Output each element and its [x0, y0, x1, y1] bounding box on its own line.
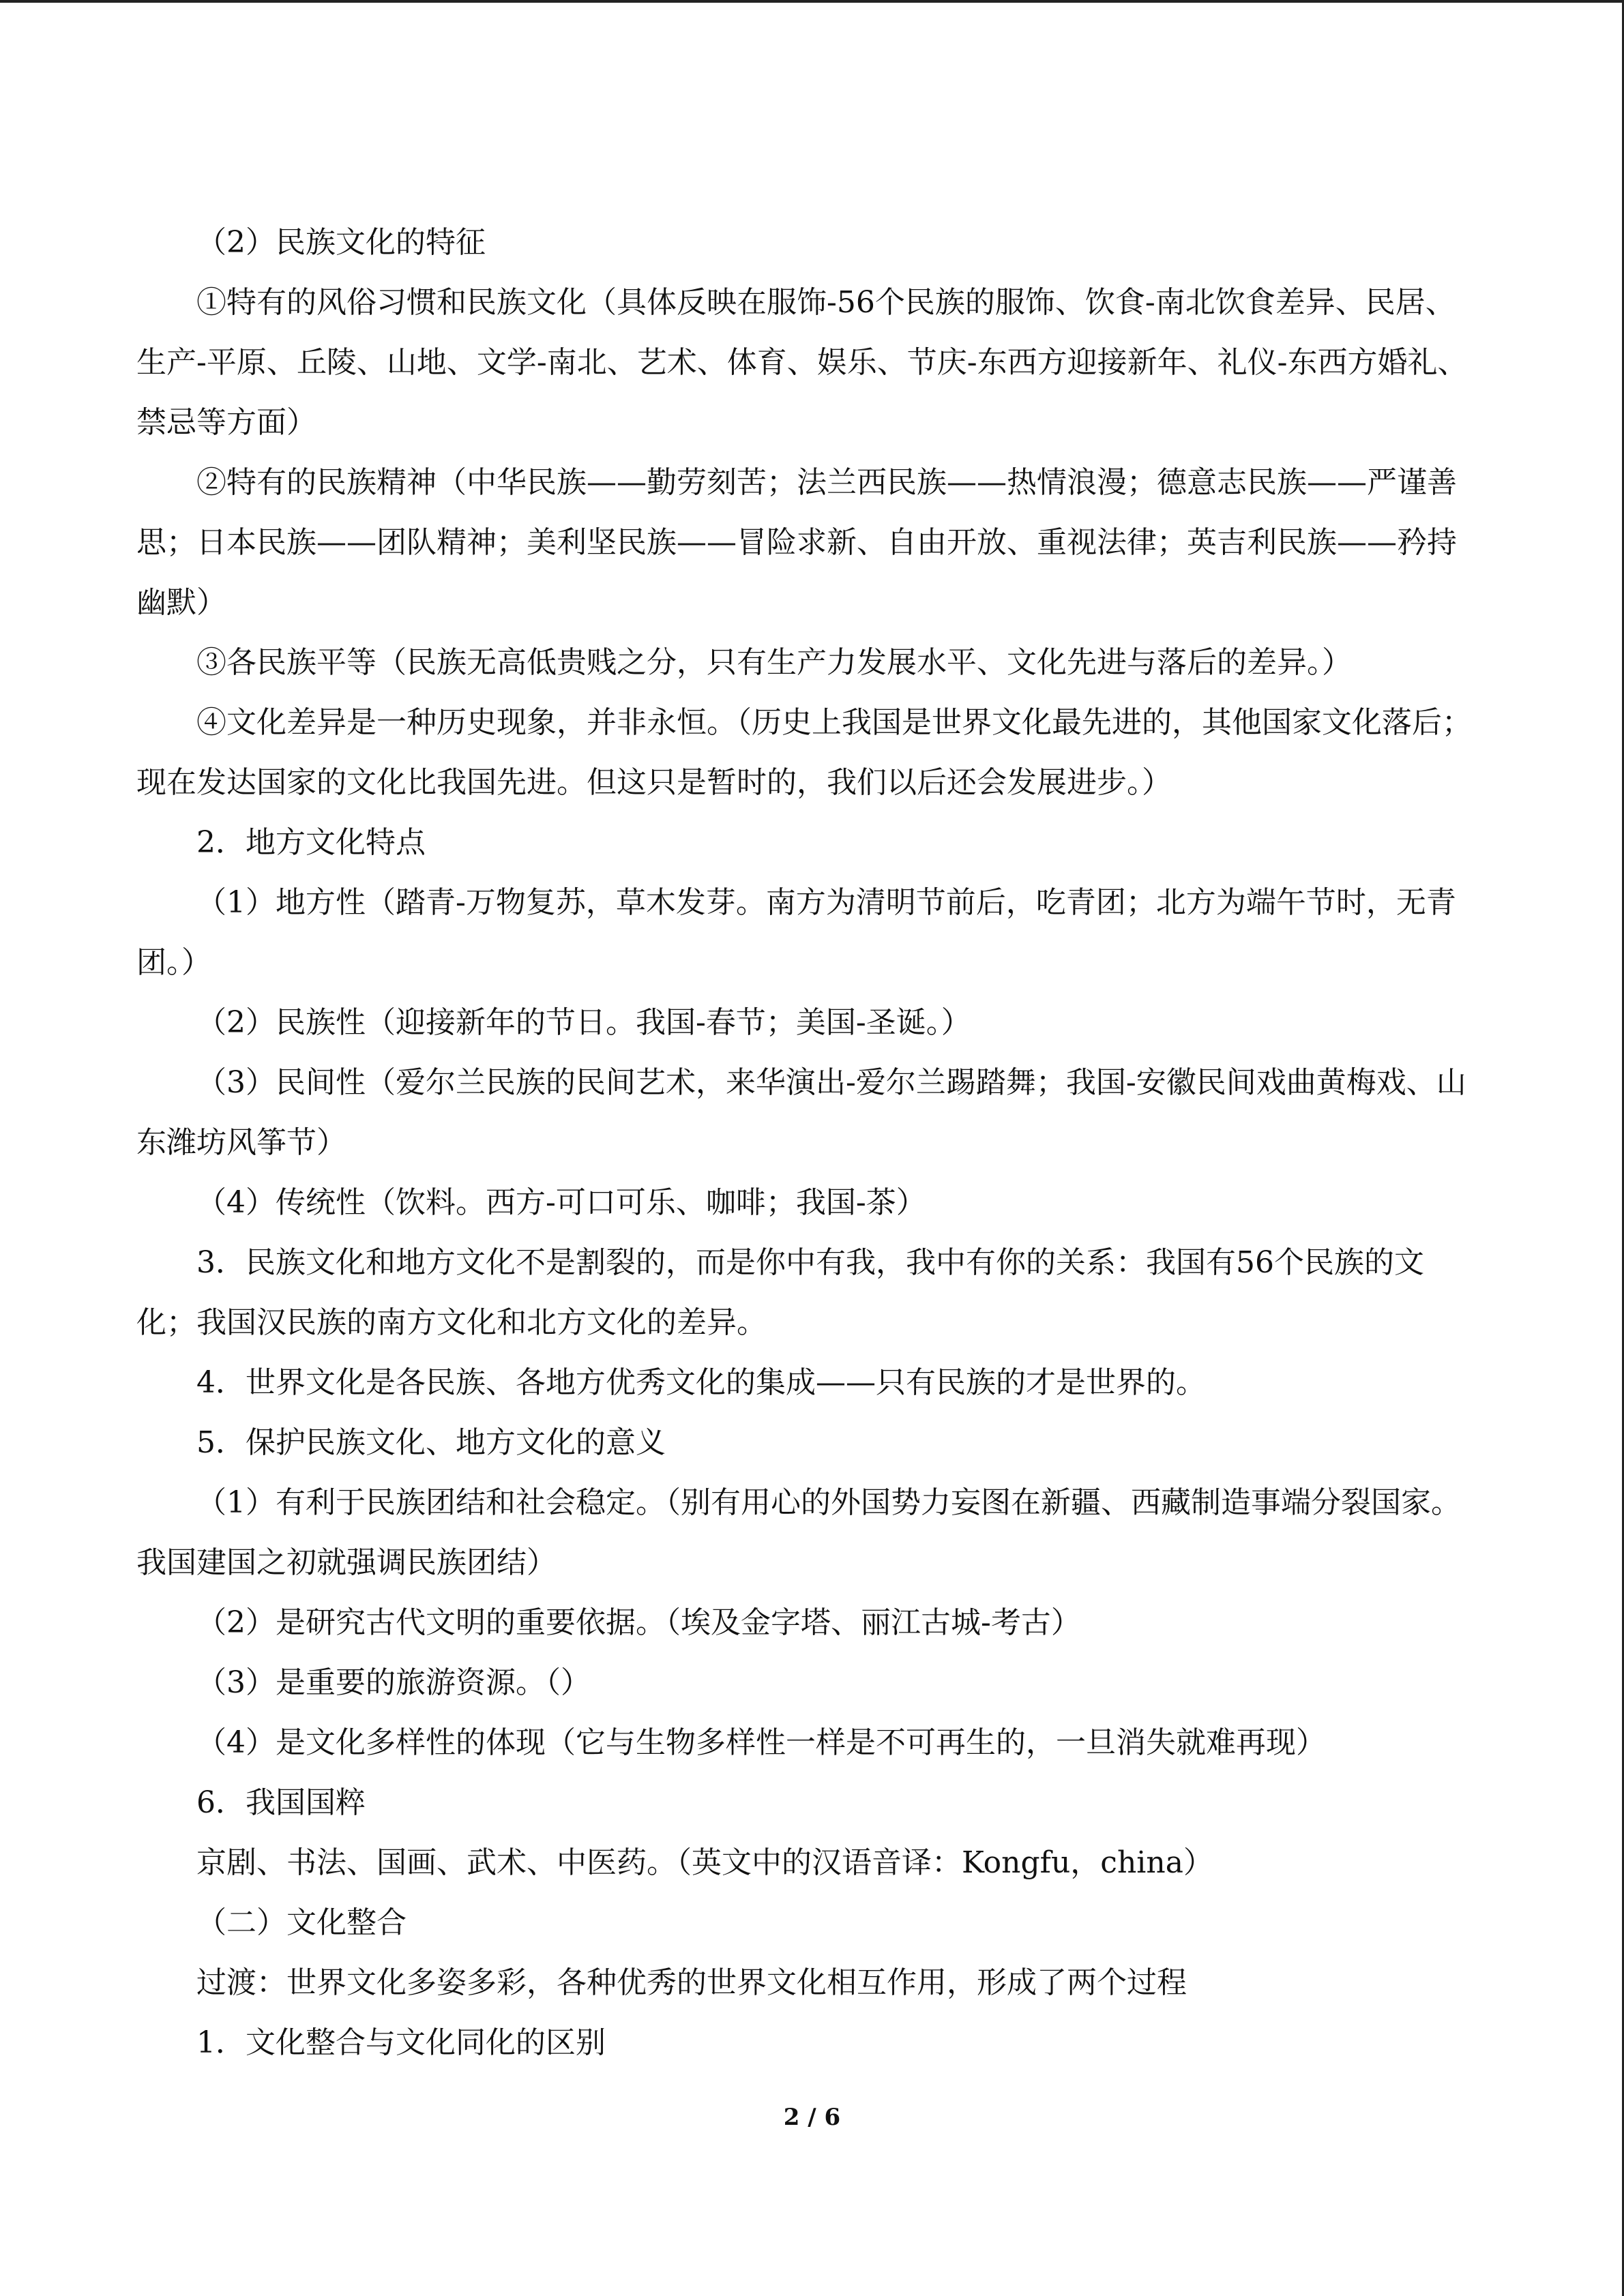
paragraph: （2）是研究古代文明的重要依据。（埃及金字塔、丽江古城-考古） — [196, 1605, 1081, 1640]
paragraph: ②特有的民族精神（中华民族——勤劳刻苦；法兰西民族——热情浪漫；德意志民族——严谨善思；日本民族——团队精神；美利坚民族——冒险求新、自由开放、重视法律；英吉利民族——矜持幽默） — [136, 465, 1457, 620]
paragraph: ①特有的风俗习惯和民族文化（具体反映在服饰-56个民族的服饰、饮食-南北饮食差异、民居、生产-平原、丘陵、山地、文学-南北、艺术、体育、娱乐、节庆-东西方迎接新年、礼仪-东西方婚礼、禁忌等方面） — [136, 285, 1468, 440]
paragraph: （1）有利于民族团结和社会稳定。（别有用心的外国势力妄图在新疆、西藏制造事端分裂国家。我国建国之初就强调民族团结） — [136, 1485, 1461, 1580]
paragraph: ③各民族平等（民族无高低贵贱之分，只有生产力发展水平、文化先进与落后的差异。） — [196, 645, 1352, 680]
section-heading: 5．保护民族文化、地方文化的意义 — [196, 1425, 666, 1460]
top-border — [0, 0, 1624, 3]
paragraph: （3）民间性（爱尔兰民族的民间艺术，来华演出-爱尔兰踢踏舞；我国-安徽民间戏曲黄梅戏、山东潍坊风筝节） — [136, 1065, 1466, 1160]
paragraph: （1）地方性（踏青-万物复苏，草木发芽。南方为清明节前后，吃青团；北方为端午节时，无青团。） — [136, 885, 1456, 980]
paragraph: （4）传统性（饮料。西方-可口可乐、咖啡；我国-茶） — [196, 1185, 926, 1220]
section-heading: （二）文化整合 — [196, 1905, 407, 1940]
paragraph: 过渡：世界文化多姿多彩，各种优秀的世界文化相互作用，形成了两个过程 — [196, 1965, 1187, 2000]
section-heading: 1．文化整合与文化同化的区别 — [196, 2025, 606, 2060]
paragraph: （2）民族性（迎接新年的节日。我国-春节；美国-圣诞。） — [196, 1005, 971, 1040]
section-heading: （2）民族文化的特征 — [196, 225, 486, 260]
section-heading: 6．我国国粹 — [196, 1785, 366, 1820]
paragraph: 3．民族文化和地方文化不是割裂的，而是你中有我，我中有你的关系：我国有56个民族的文化；我国汉民族的南方文化和北方文化的差异。 — [136, 1245, 1424, 1340]
page-number: 2 / 6 — [783, 2104, 841, 2131]
paragraph: （4）是文化多样性的体现（它与生物多样性一样是不可再生的，一旦消失就难再现） — [196, 1725, 1326, 1760]
paragraph: ④文化差异是一种历史现象，并非永恒。（历史上我国是世界文化最先进的，其他国家文化落后；现在发达国家的文化比我国先进。但这只是暂时的，我们以后还会发展进步。） — [136, 705, 1472, 800]
document-body — [136, 213, 1473, 2073]
paragraph: （3）是重要的旅游资源。（） — [196, 1665, 591, 1700]
paragraph: 京剧、书法、国画、武术、中医药。（英文中的汉语音译：Kongfu，china） — [196, 1845, 1213, 1880]
paragraph: 4．世界文化是各民族、各地方优秀文化的集成——只有民族的才是世界的。 — [196, 1365, 1206, 1400]
section-heading: 2．地方文化特点 — [196, 825, 426, 860]
